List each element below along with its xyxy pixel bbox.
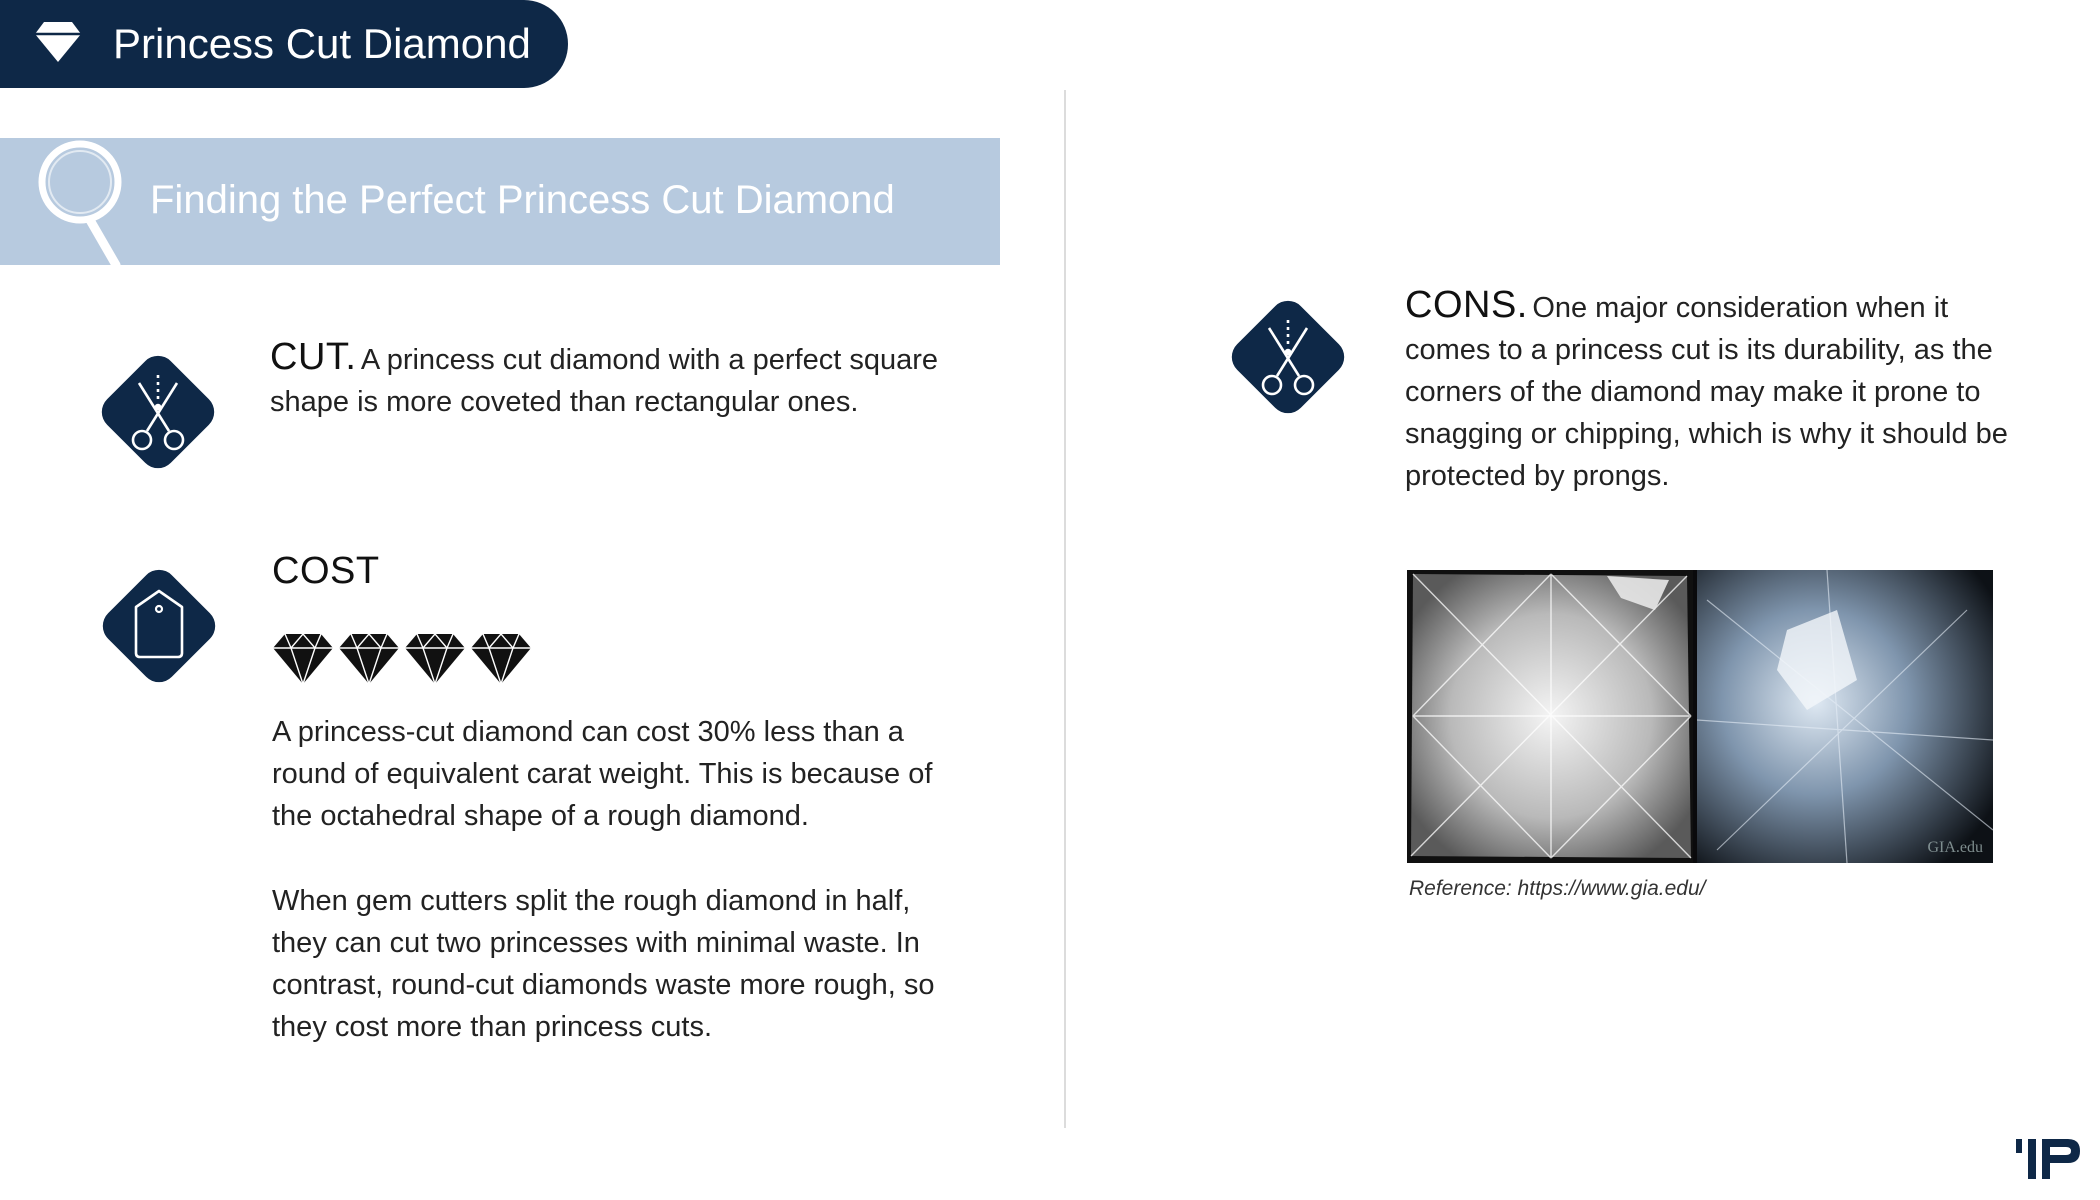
cons-heading: CONS. — [1405, 284, 1528, 326]
diamond-icon — [34, 20, 82, 64]
section-banner — [0, 138, 1000, 265]
rating-diamond-icon — [469, 630, 533, 686]
section-title: Finding the Perfect Princess Cut Diamond — [150, 178, 895, 222]
header-title-tab — [0, 0, 568, 88]
cut-section — [270, 336, 990, 423]
magnifier-icon — [30, 138, 130, 265]
rating-diamond-icon — [271, 630, 335, 686]
cost-rating — [271, 630, 533, 686]
diamond-photo — [1407, 570, 1993, 863]
cut-heading: CUT. — [270, 336, 357, 378]
column-divider — [1064, 90, 1066, 1128]
reference-caption: Reference: https://www.gia.edu/ — [1409, 877, 1706, 900]
rating-diamond-icon — [337, 630, 401, 686]
page-title: Princess Cut Diamond — [113, 20, 531, 67]
scissors-icon — [1219, 288, 1357, 426]
rating-diamond-icon — [403, 630, 467, 686]
cost-paragraph-2: When gem cutters split the rough diamond in half, they can cut two princesses with minimal waste. In contrast, round-cut diamonds waste more rough, so they cost more than princess cuts. — [272, 885, 935, 1043]
cut-text: A princess cut diamond with a perfect square shape is more coveted than rectangular ones. — [270, 344, 938, 418]
cons-section — [1405, 284, 2035, 497]
price-tag-icon — [90, 557, 228, 695]
cost-paragraph-1: A princess-cut diamond can cost 30% less than a round of equivalent carat weight. This is because of the octahedral shape of a rough diamond. — [272, 716, 933, 832]
cons-text: One major consideration when it comes to a princess cut is its durability, as the corners of the diamond may make it prone to snagging or chipping, which is why it should be protected by prongs. — [1405, 292, 2008, 492]
cost-heading: COST — [272, 550, 380, 592]
scissors-icon — [89, 343, 227, 481]
diamond-photo-illustration — [1407, 570, 1993, 863]
photo-watermark: GIA.edu — [1927, 839, 1983, 856]
tp-logo-icon — [2016, 1135, 2084, 1179]
